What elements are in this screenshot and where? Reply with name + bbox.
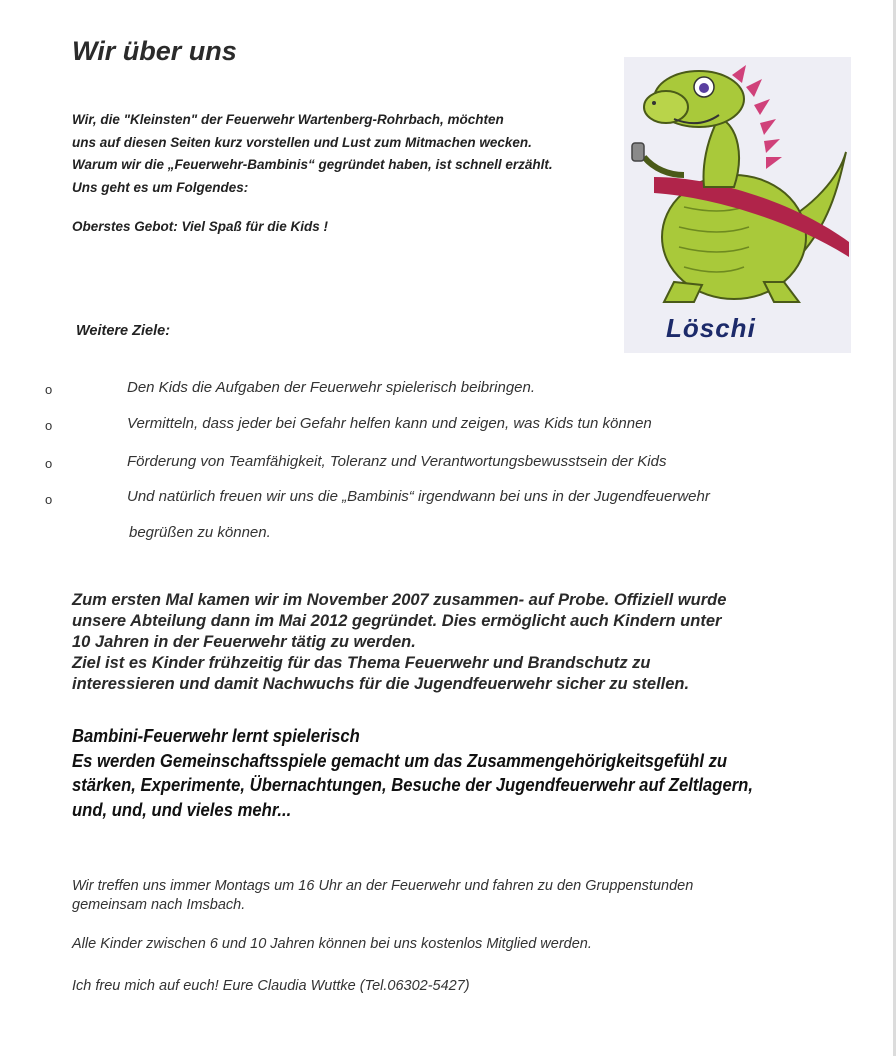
play-line: und, und, und vieles mehr... [72,798,292,820]
history-line: 10 Jahren in der Feuerwehr tätig zu werden. [72,633,416,651]
intro-line: uns auf diesen Seiten kurz vorstellen und Lust zum Mitmachen wecken. [72,134,532,150]
bullet-icon: o [45,418,53,433]
dragon-caption: Löschi [666,313,756,343]
play-line: Es werden Gemeinschaftsspiele gemacht um das Zusammengehörigkeitsgefühl zu [72,749,728,771]
history-paragraph [72,590,832,695]
goal-item: Förderung von Teamfähigkeit, Toleranz und Verantwortungsbewusstsein der Kids [127,453,667,470]
goals-heading: Weitere Ziele: [76,323,171,339]
intro-line: Uns geht es um Folgendes: [72,179,249,195]
bullet-icon: o [45,382,53,397]
history-line: unsere Abteilung dann im Mai 2012 gegründet. Dies ermöglicht auch Kindern unter [72,612,722,630]
meeting-paragraph [72,877,832,915]
goal-continuation: begrüßen zu können. [129,524,271,541]
motto-text: Oberstes Gebot: Viel Spaß für die Kids ! [72,219,329,234]
signoff-text: Ich freu mich auf euch! Eure Claudia Wuttke (Tel.06302-5427) [72,978,470,994]
dragon-illustration [624,57,851,353]
play-heading: Bambini-Feuerwehr lernt spielerisch [72,725,360,746]
history-line: interessieren und damit Nachwuchs für die Jugendfeuerwehr sicher zu stellen. [72,675,690,693]
play-line: stärken, Experimente, Übernachtungen, Besuche der Jugendfeuerwehr auf Zeltlagern, [72,774,753,795]
page-title: Wir über uns [72,36,237,66]
meeting-line: gemeinsam nach Imsbach. [72,897,246,913]
intro-line: Warum wir die „Feuerwehr-Bambinis“ gegründet haben, ist schnell erzählt. [72,157,553,173]
play-paragraph [72,724,828,822]
bullet-icon: o [45,456,53,471]
goal-item: Vermitteln, dass jeder bei Gefahr helfen kann und zeigen, was Kids tun können [127,415,652,432]
history-line: Zum ersten Mal kamen wir im November 2007 zusammen- auf Probe. Offiziell wurde [72,591,727,609]
intro-line: Wir, die "Kleinsten" der Feuerwehr Wartenberg-Rohrbach, möchten [72,112,504,127]
bullet-icon: o [45,492,53,507]
membership-text: Alle Kinder zwischen 6 und 10 Jahren können bei uns kostenlos Mitglied werden. [72,936,592,952]
goal-item: Und natürlich freuen wir uns die „Bambinis“ irgendwann bei uns in der Jugendfeuerwehr [127,488,710,505]
goal-item: Den Kids die Aufgaben der Feuerwehr spielerisch beibringen. [127,379,536,396]
loeschi-dragon-icon [624,57,851,353]
intro-paragraph [72,109,632,199]
meeting-line: Wir treffen uns immer Montags um 16 Uhr an der Feuerwehr und fahren zu den Gruppenstunden [72,878,694,894]
history-line: Ziel ist es Kinder frühzeitig für das Thema Feuerwehr und Brandschutz zu [72,654,651,672]
